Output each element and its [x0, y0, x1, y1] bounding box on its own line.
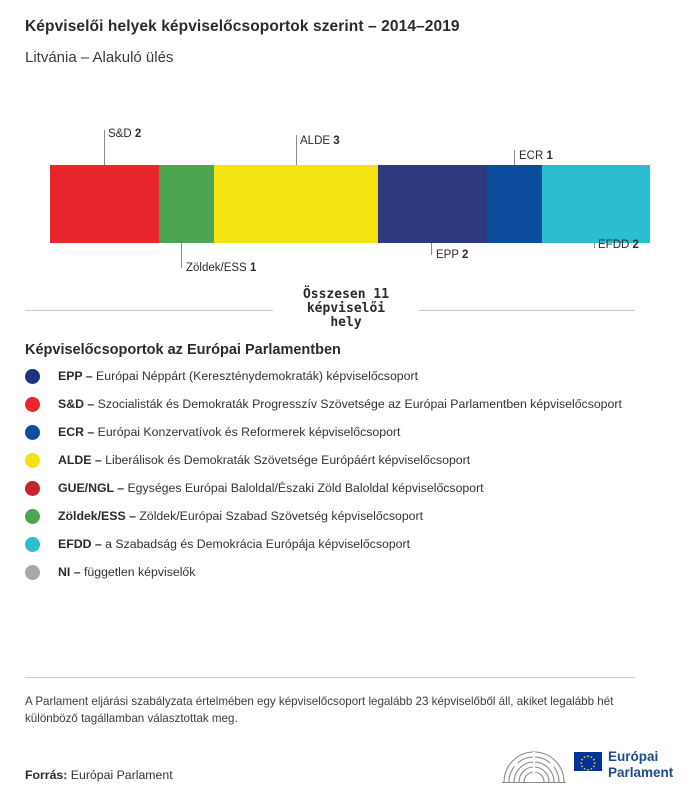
legend-item-guengl: [25, 480, 665, 496]
legend-item-efdd: [25, 536, 665, 552]
legend-item-zoldek: [25, 508, 665, 524]
legend-dot-guengl: [25, 481, 40, 496]
legend-dot-ni: [25, 565, 40, 580]
page-title: Képviselői helyek képviselőcsoportok szerint – 2014–2019: [25, 18, 460, 35]
logo-text: [608, 749, 673, 781]
leader-line-ecr: [514, 150, 515, 165]
legend-text-ecr: Európai Konzervatívok és Reformerek képviselőcsoport: [94, 425, 401, 439]
bar-segment-epp[interactable]: [378, 165, 487, 243]
bar-label-alde-name: ALDE: [300, 135, 331, 147]
legend-abbr-ecr: ECR –: [58, 425, 95, 439]
bar-segment-zoldek[interactable]: [159, 165, 214, 243]
seat-distribution-chart: [0, 110, 700, 285]
legend-item-ni: [25, 564, 665, 580]
bar-label-zoldek: [186, 262, 256, 274]
total-seats: [0, 288, 700, 332]
bar-label-sd-value: 2: [134, 128, 142, 140]
bar-label-sd: [108, 128, 141, 140]
legend-item-sd: [25, 396, 665, 412]
footnote-text: A Parlament eljárási szabályzata értelmében egy képviselőcsoport legalább 23 képviselőből áll, akiket legalább hét különböző tagállamban választottak meg.: [25, 695, 614, 725]
bar-segment-sd[interactable]: [50, 165, 159, 243]
legend-dot-alde: [25, 453, 40, 468]
legend-dot-sd: [25, 397, 40, 412]
bar-label-ecr-value: 1: [546, 150, 553, 162]
legend-abbr-efdd: EFDD –: [58, 537, 102, 551]
legend-abbr-epp: EPP –: [58, 369, 93, 383]
eu-flag-icon: [574, 752, 602, 771]
stacked-bar: [50, 165, 650, 243]
legend-abbr-ni: NI –: [58, 565, 81, 579]
legend-abbr-alde: ALDE –: [58, 453, 102, 467]
legend-dot-epp: [25, 369, 40, 384]
total-line-2: képviselői: [306, 301, 386, 316]
source-value: Európai Parlament: [67, 768, 173, 782]
bar-label-epp: [436, 249, 468, 261]
bar-label-efdd: [598, 239, 639, 251]
legend-item-ecr: [25, 424, 665, 440]
total-divider-right: [419, 310, 635, 311]
legend-abbr-guengl: GUE/NGL –: [58, 481, 125, 495]
european-parliament-logo: [500, 746, 675, 788]
bar-label-epp-value: 2: [462, 249, 469, 261]
bar-segment-ecr[interactable]: [487, 165, 542, 243]
footnote-divider: [25, 677, 635, 678]
legend-text-ni: független képviselők: [80, 565, 196, 579]
bar-label-efdd-value: 2: [632, 239, 639, 251]
leader-line-alde: [296, 135, 297, 165]
bar-label-efdd-name: EFDD: [598, 239, 630, 251]
bar-label-sd-name: S&D: [108, 128, 132, 140]
bar-segment-alde[interactable]: [214, 165, 378, 243]
legend-abbr-sd: S&D –: [58, 397, 95, 411]
bar-label-alde-value: 3: [333, 135, 340, 147]
legend-item-alde: [25, 452, 665, 468]
total-divider-left: [25, 310, 273, 311]
page-subtitle: Litvánia – Alakuló ülés: [25, 49, 174, 66]
legend-dot-ecr: [25, 425, 40, 440]
legend-list: [25, 368, 665, 592]
bar-label-alde: [300, 135, 340, 147]
leader-line-sd: [104, 130, 105, 165]
legend-text-sd: Szocialisták és Demokraták Progresszív Szövetsége az Európai Parlamentben képviselőcsoport: [94, 397, 622, 411]
leader-line-epp: [431, 243, 432, 255]
bar-label-ecr-name: ECR: [519, 150, 544, 162]
legend-text-guengl: Egységes Európai Baloldal/Északi Zöld Baloldal képviselőcsoport: [124, 481, 484, 495]
legend-title: Képviselőcsoportok az Európai Parlamentben: [25, 342, 341, 358]
source-label: Forrás:: [25, 768, 68, 782]
legend-text-zoldek: Zöldek/Európai Szabad Szövetség képviselőcsoport: [135, 509, 424, 523]
leader-line-zoldek: [181, 243, 182, 268]
leader-line-efdd: [594, 243, 595, 248]
legend-dot-efdd: [25, 537, 40, 552]
legend-text-alde: Liberálisok és Demokraták Szövetsége Európáért képviselőcsoport: [101, 453, 471, 467]
bar-label-zoldek-name: Zöldek/ESS: [186, 262, 247, 274]
total-line-3: hely: [330, 315, 362, 330]
logo-text-line2: Parlament: [608, 765, 674, 780]
bar-label-ecr: [519, 150, 553, 162]
legend-item-epp: [25, 368, 665, 384]
bar-label-epp-name: EPP: [436, 249, 459, 261]
legend-abbr-zoldek: Zöldek/ESS –: [58, 509, 136, 523]
legend-dot-zoldek: [25, 509, 40, 524]
total-line-1: Összesen 11: [302, 287, 390, 302]
total-seats-text: [278, 288, 414, 330]
source-line: [25, 768, 173, 782]
bar-segment-efdd[interactable]: [542, 165, 650, 243]
bar-label-zoldek-value: 1: [249, 262, 257, 274]
hemicycle-icon: [500, 748, 568, 786]
legend-text-epp: Európai Néppárt (Kereszténydemokraták) képviselőcsoport: [92, 369, 418, 383]
legend-text-efdd: a Szabadság és Demokrácia Európája képviselőcsoport: [101, 537, 411, 551]
logo-text-line1: Európai: [608, 749, 659, 764]
